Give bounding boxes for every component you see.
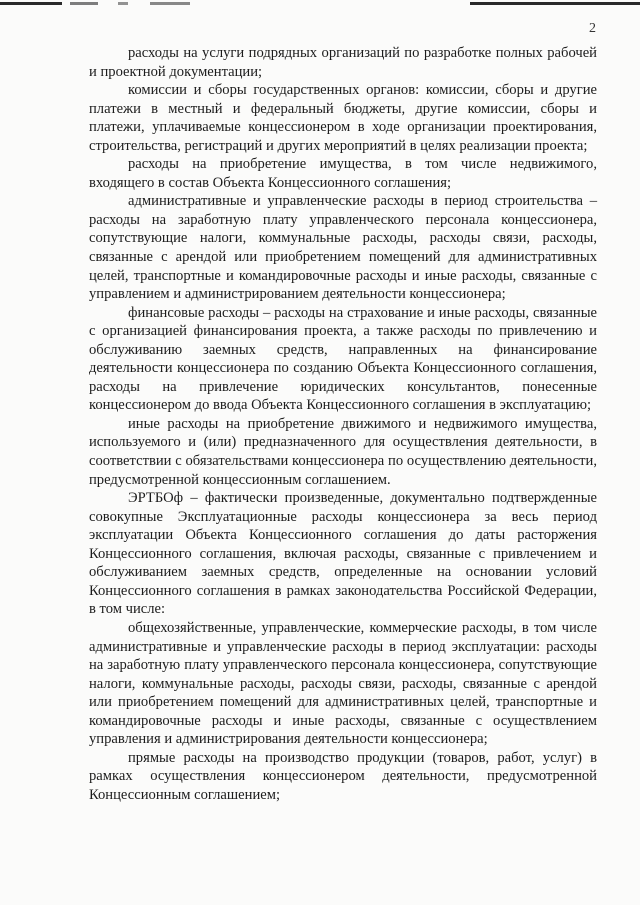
paragraph: прямые расходы на производство продукции (товаров, работ, услуг) в рамках осуществления концессионером деятельности, предусмотренной Концессионным соглашением; (89, 749, 597, 803)
paragraph: комиссии и сборы государственных органов: комиссии, сборы и другие платежи в местный и федеральный бюджеты, другие комиссии, сборы и платежи, уплачиваемые концессионером в ходе организации проектирования, строительства, регистраций и других мероприятий в целях реализации проекта; (89, 82, 597, 154)
paragraph: общехозяйственные, управленческие, коммерческие расходы, в том числе административные и управленческие расходы в период эксплуатации: расходы на заработную плату управленческого персонала концессионера, сопутствующие налоги, коммунальные расходы, расходы связи, расходы, связанные с арендой или приобретением помещений для административных целей, транспортные и командировочные расходы и иные расходы, связанные с осуществлением управления и администрирования деятельности концессионера; (89, 619, 597, 748)
paragraph: расходы на услуги подрядных организаций по разработке полных рабочей и проектной документации; (89, 45, 597, 80)
paragraph: финансовые расходы – расходы на страхование и иные расходы, связанные с организацией финансирования проекта, а также расходы по привлечению и обслуживанию заемных средств, направленных на финансирование деятельности концессионера по созданию Объекта Концессионного соглашения, расходы на привлечение юридических консультантов, понесенные концессионером до ввода Объекта Концессионного соглашения в эксплуатацию; (89, 304, 597, 414)
scan-edge-artifact (0, 0, 640, 8)
paragraph: иные расходы на приобретение движимого и недвижимого имущества, используемого и (или) предназначенного для осуществления деятельности, в соответствии с обязательствами концессионера по осуществлению деятельности, предусмотренной концессионным соглашением. (89, 415, 597, 488)
paragraph: ЭРТБОф – фактически произведенные, документально подтвержденные совокупные Эксплуатационные расходы концессионера за весь период эксплуатации Объекта Концессионного соглашения до даты расторжения Концессионного соглашения, включая расходы, связанные с привлечением и обслуживанием заемных средств, определенные на основании условий Концессионного соглашения в рамках законодательства Российской Федерации, в том числе: (89, 490, 597, 618)
page-number: 2 (589, 21, 596, 36)
paragraph: административные и управленческие расходы в период строительства – расходы на заработную плату управленческого персонала концессионера, сопутствующие налоги, коммунальные расходы, расходы связи, расходы, связанные с арендой или приобретением помещений для административных целей, транспортные и командировочные расходы и иные расходы, связанные с управлением и администрированием деятельности концессионера; (89, 193, 597, 303)
paragraph: расходы на приобретение имущества, в том числе недвижимого, входящего в состав Объекта Концессионного соглашения; (89, 156, 597, 191)
document-body (89, 44, 597, 804)
